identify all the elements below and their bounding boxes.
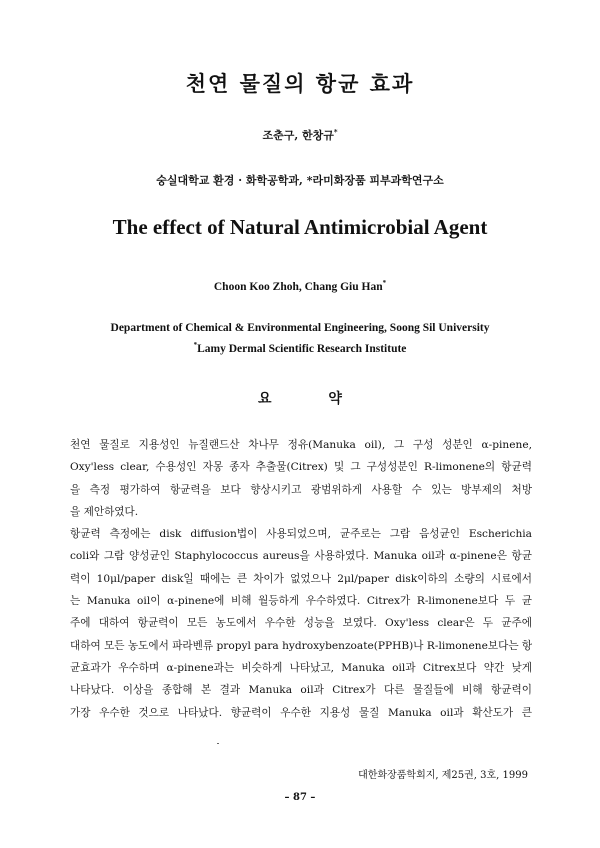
english-authors: Choon Koo Zhoh, Chang Giu Han* [213,279,387,293]
author-mark-en: * [382,279,387,288]
abstract-line: 을 측정 평가하여 항균력을 보다 향상시키고 광범위하게 사용할 수 있는 방부제의 처방 [70,483,532,496]
abstract-line: 가장 우수한 것으로 나타났다. 향균력이 우수한 지용성 물질 Manuka oil과 확산도가 큰 [70,706,532,719]
abstract-line: 주에 대하여 항균력이 모든 농도에서 우수한 성능을 보였다. Oxy'less clear은 두 균주에 [70,617,532,630]
abstract-line: coli와 그람 양성균인 Staphylococcus aureus을 사용하였다. Manuka oil과 α-pinene은 항균 [70,550,532,563]
author-mark: * [333,127,338,137]
abstract-line: Oxy'less clear, 수용성인 자몽 종자 추출물(Citrex) 및 그 구성성분인 R-limonene의 항균력 [70,461,532,474]
korean-authors: 조춘구, 한창규* [262,127,338,142]
print-speck [217,743,219,744]
page-number: – 87 – [284,792,316,803]
journal-info: 대한화장품학회지, 제25권, 3호, 1999 [358,770,528,781]
author-mark-affil: * [193,341,198,350]
korean-affiliation: 숭실대학교 환경 · 화학공학과, *라미화장품 피부과학연구소 [156,174,444,187]
english-title: The effect of Natural Antimicrobial Agent [112,215,488,239]
abstract-line: 대하여 모든 농도에서 파라벤류 propyl para hydroxybenzoate(PPHB)나 R-limonene보다는 항 [70,639,532,652]
abstract-line: 항균력 측정에는 disk diffusion법이 사용되었으며, 균주로는 그람 음성균인 Escherichia [70,528,532,541]
abstract-line: 나타났다. 이상을 종합해 본 결과 Manuka oil과 Citrex가 다른 물질들에 비해 항균력이 [70,684,532,697]
english-affiliation-1: Department of Chemical & Environmental Engineering, Soong Sil University [110,322,490,334]
korean-title: 천연 물질의 항균 효과 [185,71,415,96]
abstract-body [70,434,532,724]
abstract-line: 을 제안하였다. [70,505,139,518]
abstract-line: 천연 물질로 지용성인 뉴질랜드산 차나무 정유(Manuka oil), 그 구성 성분인 α-pinene, [70,439,532,451]
english-affiliation-2: *Lamy Dermal Scientific Research Institute [193,341,407,355]
abstract-line: 는 Manuka oil이 α-pinene에 비해 월등하게 우수하였다. Citrex가 R-limonene보다 두 균 [70,595,532,608]
abstract-heading: 요 약 [258,391,368,407]
abstract-line: 균효과가 우수하며 α-pinene과는 비슷하게 나타났고, Manuka oil과 Citrex보다 약간 낮게 [70,661,532,674]
abstract-line: 력이 10μl/paper disk일 때에는 큰 차이가 없었으나 2μl/paper disk이하의 소량의 시료에서 [70,572,532,585]
